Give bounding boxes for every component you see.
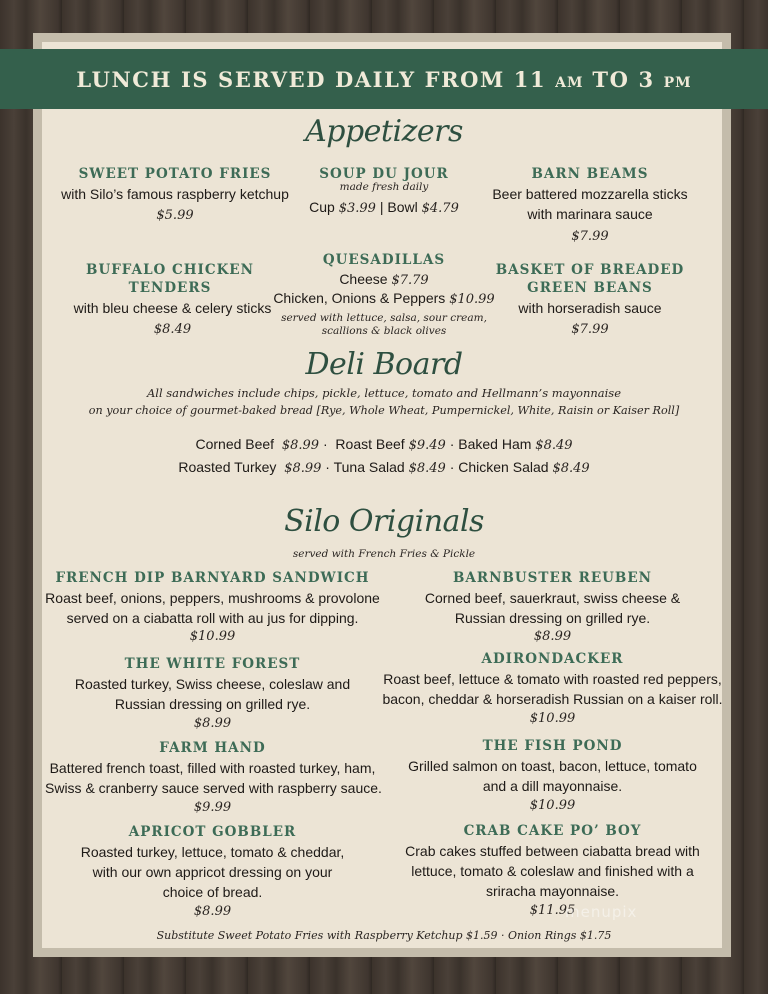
originals-subtitle: served with French Fries & Pickle <box>292 548 476 560</box>
deli-board-title: Deli Board <box>305 347 463 382</box>
item-description: with marinara sauce <box>527 206 653 222</box>
item-price: $7.99 <box>571 229 609 244</box>
appetizers-title: Appetizers <box>305 114 463 149</box>
item-price: $9.99 <box>193 800 232 815</box>
item-description: Corned beef, sauerkraut, swiss cheese & <box>424 590 681 606</box>
footer-note: Substitute Sweet Potato Fries with Raspberry Ketchup $1.59 · Onion Rings $1.75 <box>156 929 612 942</box>
deli-note: All sandwiches include chips, pickle, lettuce, tomato and Hellmann’s mayonnaise <box>146 386 622 400</box>
item-price: $10.99 <box>529 798 576 813</box>
silo-originals-title: Silo Originals <box>284 504 484 539</box>
item-name: BARNBUSTER REUBEN <box>453 570 652 586</box>
item-description: with bleu cheese & celery sticks <box>73 300 272 316</box>
item-description: Swiss & cranberry sauce served with raspberry sauce. <box>45 780 382 796</box>
item-note: scallions & black olives <box>321 325 447 337</box>
item-name: FARM HAND <box>159 740 266 756</box>
item-name: SOUP DU JOUR <box>319 166 449 182</box>
item-description: with horseradish sauce <box>518 300 662 316</box>
item-price: $8.99 <box>533 629 572 644</box>
item-description: choice of bread. <box>162 884 263 900</box>
item-name: BARN BEAMS <box>531 166 649 182</box>
item-price: $8.99 <box>193 904 232 919</box>
item-price: $10.99 <box>529 711 576 726</box>
item-name: APRICOT GOBBLER <box>128 824 297 840</box>
item-name: BASKET OF BREADED <box>495 262 685 278</box>
item-name: BUFFALO CHICKEN <box>86 262 254 278</box>
item-name: THE FISH POND <box>482 738 623 754</box>
item-name: TENDERS <box>128 280 212 296</box>
soup-prices: Cup $3.99 | Bowl $4.79 <box>309 199 459 216</box>
item-description: Battered french toast, filled with roasted turkey, ham, <box>49 760 376 776</box>
item-description: Grilled salmon on toast, bacon, lettuce, tomato <box>408 758 697 774</box>
item-description: Russian dressing on grilled rye. <box>454 610 651 626</box>
item-description: Roasted turkey, Swiss cheese, coleslaw and <box>74 676 351 692</box>
item-description: Roast beef, lettuce & tomato with roasted red peppers, <box>383 671 722 687</box>
deli-row-2: Roasted Turkey $8.99 · Tuna Salad $8.49 · Chicken Salad $8.49 <box>178 459 590 476</box>
item-name: FRENCH DIP BARNYARD SANDWICH <box>55 570 370 586</box>
quesadilla-cheese: Cheese $7.79 <box>339 271 429 288</box>
item-description: served on a ciabatta roll with au jus for dipping. <box>66 610 359 626</box>
item-price: $5.99 <box>156 208 194 223</box>
item-description: and a dill mayonnaise. <box>482 778 623 794</box>
banner-text: LUNCH IS SERVED DAILY FROM 11 AM TO 3 PM <box>76 67 692 92</box>
item-price: $8.99 <box>193 716 232 731</box>
item-name: THE WHITE FOREST <box>124 656 301 672</box>
item-description: Crab cakes stuffed between ciabatta bread with <box>405 843 700 859</box>
item-description: sriracha mayonnaise. <box>485 883 620 899</box>
item-name: CRAB CAKE PO’ BOY <box>463 823 642 839</box>
item-description: with Silo’s famous raspberry ketchup <box>61 186 289 202</box>
quesadilla-chicken: Chicken, Onions & Peppers $10.99 <box>273 290 495 307</box>
item-price: $7.99 <box>571 322 609 337</box>
deli-row-1: Corned Beef $8.99 · Roast Beef $9.49 · Baked Ham $8.49 <box>195 436 573 453</box>
item-description: Beer battered mozzarella sticks <box>492 186 688 202</box>
deli-note: on your choice of gourmet-baked bread [Rye, Whole Wheat, Pumpernickel, White, Raisin or Kaiser Roll] <box>88 404 680 417</box>
item-name: SWEET POTATO FRIES <box>78 166 272 182</box>
item-description: lettuce, tomato & coleslaw and finished with a <box>411 863 694 879</box>
item-name: QUESADILLAS <box>322 252 446 268</box>
item-price: $8.49 <box>153 322 192 337</box>
item-price: $11.95 <box>529 903 576 918</box>
item-price: $10.99 <box>189 629 236 644</box>
item-description: Russian dressing on grilled rye. <box>114 696 311 712</box>
watermark: menupix <box>565 903 638 921</box>
item-description: Roast beef, onions, peppers, mushrooms & provolone <box>45 590 380 606</box>
item-note: made fresh daily <box>339 181 429 193</box>
item-note: served with lettuce, salsa, sour cream, <box>281 312 487 324</box>
item-description: with our own appricot dressing on your <box>92 864 333 880</box>
item-name: ADIRONDACKER <box>481 651 624 667</box>
item-name: GREEN BEANS <box>527 280 653 296</box>
item-description: Roasted turkey, lettuce, tomato & cheddar, <box>80 844 345 860</box>
item-description: bacon, cheddar & horseradish Russian on a kaiser roll. <box>382 691 723 707</box>
